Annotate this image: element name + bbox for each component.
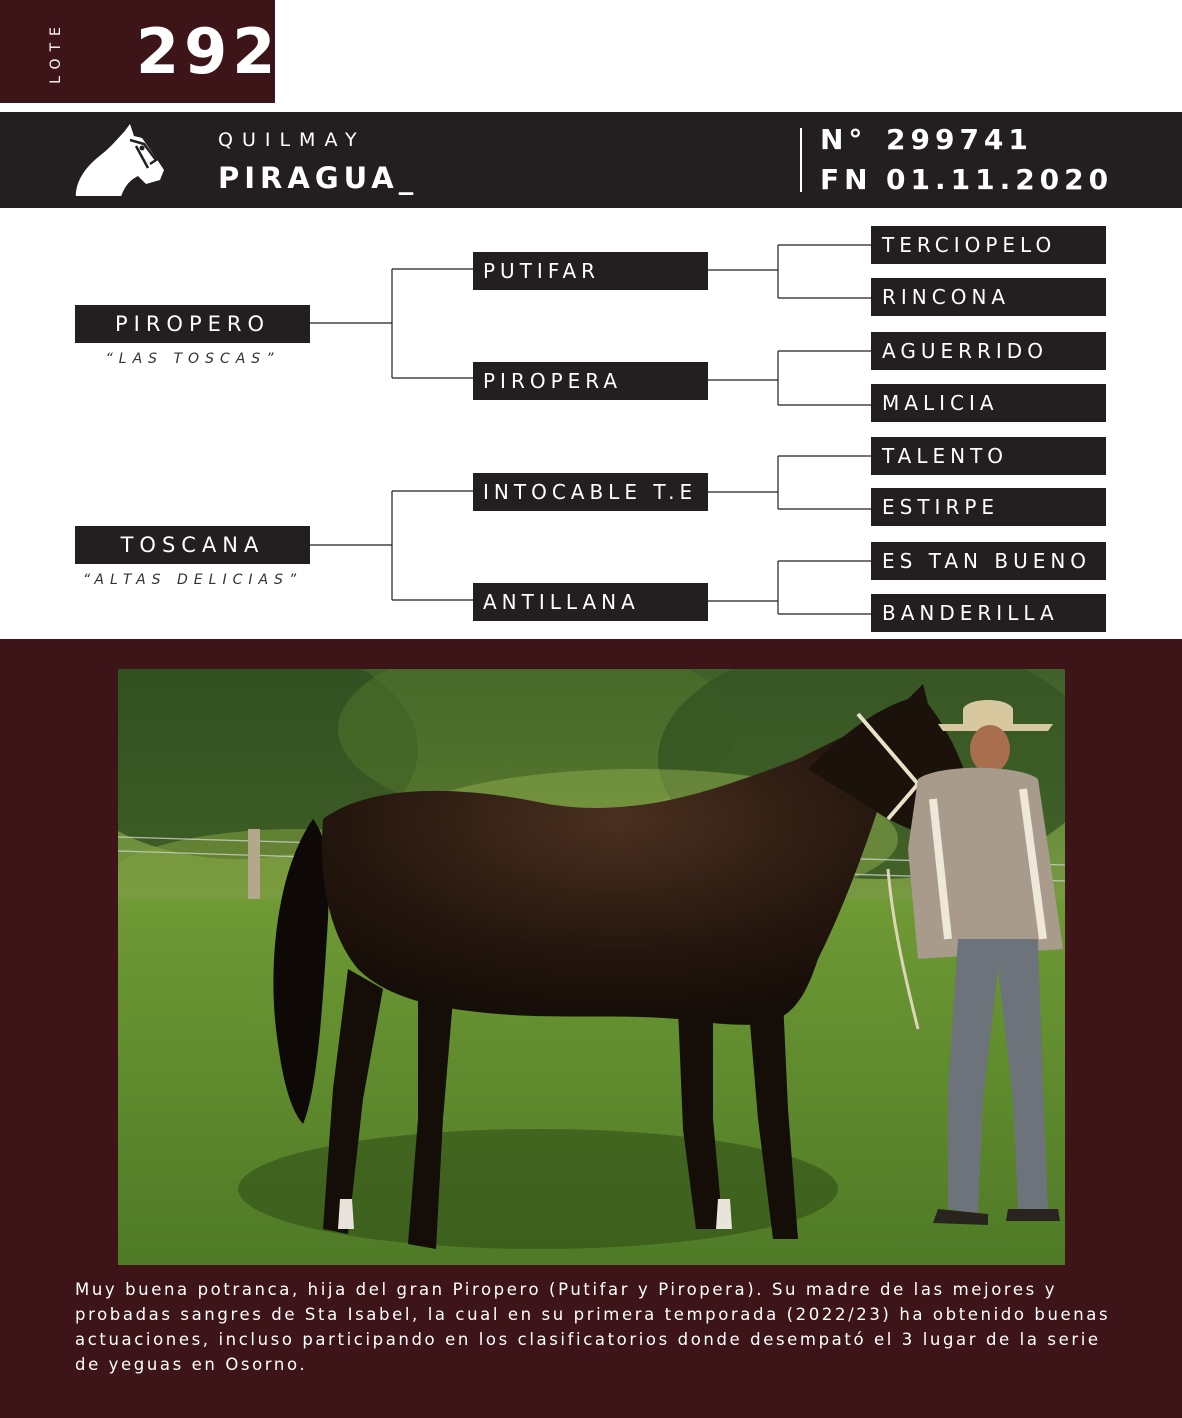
pedigree-sire-nickname: “LAS TOSCAS” xyxy=(105,351,280,367)
registration-label: N° xyxy=(820,123,868,156)
lot-number: 292 xyxy=(136,15,281,88)
pedigree-dsd: ESTIRPE xyxy=(871,488,1106,526)
pedigree-sire-dam: PIROPERA xyxy=(473,362,708,400)
horse-photo xyxy=(118,669,1065,1265)
registration-number: 299741 xyxy=(886,123,1033,156)
pedigree-ssd: RINCONA xyxy=(871,278,1106,316)
pedigree-sire: PIROPERO xyxy=(75,305,310,343)
pedigree-dam-dam: ANTILLANA xyxy=(473,583,708,621)
horse-name: PIRAGUA_ xyxy=(218,161,419,195)
pedigree-dss: TALENTO xyxy=(871,437,1106,475)
pedigree-ddd: BANDERILLA xyxy=(871,594,1106,632)
pedigree-sss: TERCIOPELO xyxy=(871,226,1106,264)
pedigree-sire-sire: PUTIFAR xyxy=(473,252,708,290)
pedigree-dam: TOSCANA xyxy=(75,526,310,564)
lot-label: LOTE xyxy=(48,20,64,84)
pedigree-dds: ES TAN BUENO xyxy=(871,542,1106,580)
breeder-name: QUILMAY xyxy=(218,129,366,151)
birth-date: 01.11.2020 xyxy=(886,163,1114,196)
pedigree-dam-sire: INTOCABLE T.E xyxy=(473,473,708,511)
birth-date-label: FN xyxy=(820,163,873,196)
photo-section xyxy=(0,639,1182,1418)
pedigree-dam-nickname: “ALTAS DELICIAS” xyxy=(82,572,303,588)
pedigree-sdd: MALICIA xyxy=(871,384,1106,422)
pedigree-sds: AGUERRIDO xyxy=(871,332,1106,370)
lot-description: Muy buena potranca, hija del gran Piropero (Putifar y Piropera). Su madre de las mejores y probadas sangres de Sta Isabel, la cual en su primera temporada (2022/23) ha obtenido buenas actuaciones, incluso participando en los clasificatorios donde desempató el 3 lugar de la serie de yeguas en Osorno. xyxy=(75,1280,1111,1374)
